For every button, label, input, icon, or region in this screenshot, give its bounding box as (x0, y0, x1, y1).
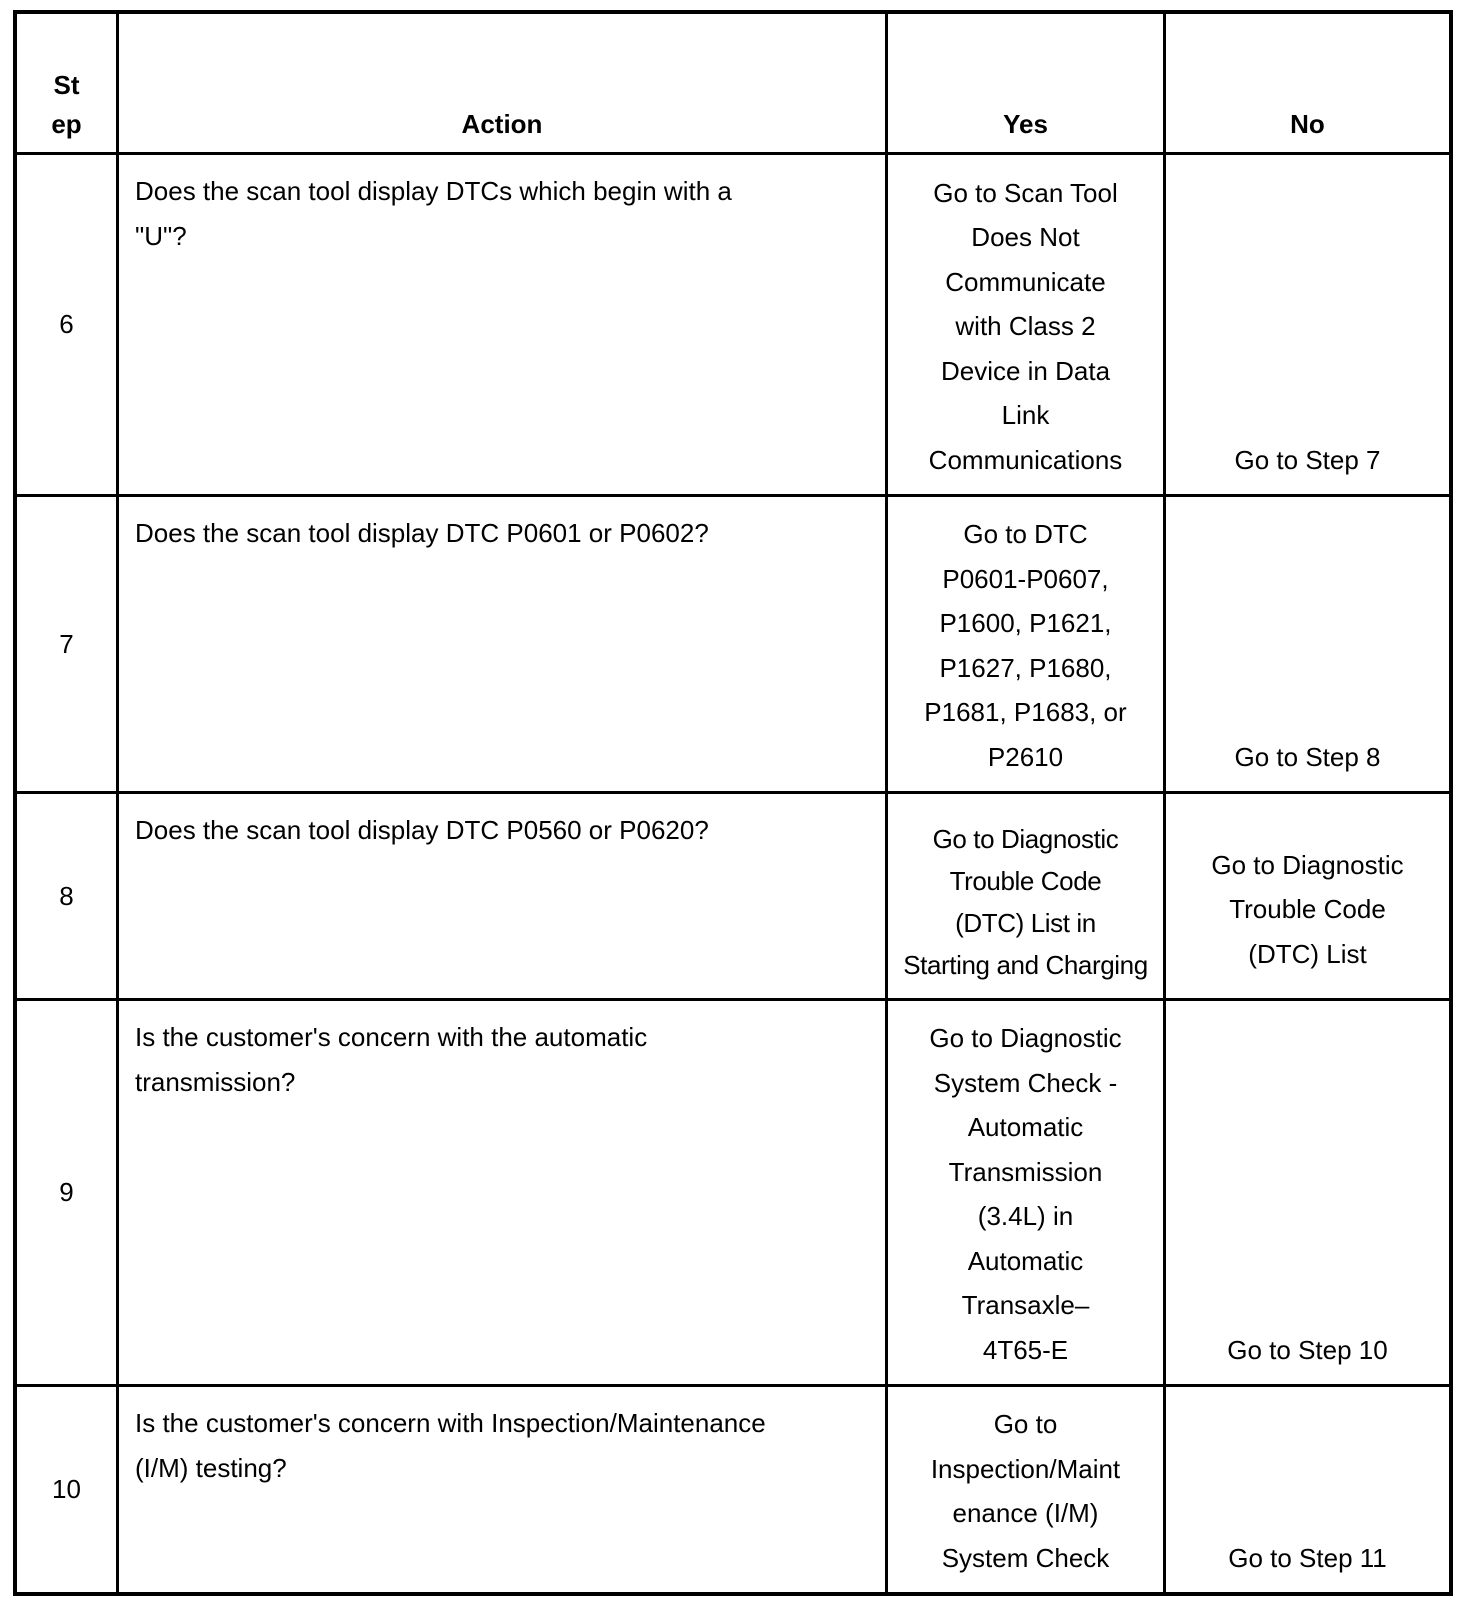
yes-result: Go to Diagnostic Trouble Code (DTC) List in Starting and Charging (888, 794, 1166, 1001)
no-result: Go to Diagnostic Trouble Code (DTC) List (1166, 794, 1449, 1001)
step-number: 8 (17, 794, 119, 1001)
header-step: St ep (17, 14, 119, 155)
yes-result: Go to Scan Tool Does Not Communicate with Class 2 Device in Data Link Communications (888, 155, 1166, 497)
action-text: Is the customer's concern with the automatic transmission? (119, 1001, 888, 1387)
no-result: Go to Step 8 (1166, 497, 1449, 794)
diagnostic-table (13, 10, 1453, 1596)
action-text: Is the customer's concern with Inspection/Maintenance (I/M) testing? (119, 1387, 888, 1592)
no-result: Go to Step 10 (1166, 1001, 1449, 1387)
step-number: 9 (17, 1001, 119, 1387)
header-yes: Yes (888, 14, 1166, 155)
step-number: 6 (17, 155, 119, 497)
no-result: Go to Step 7 (1166, 155, 1449, 497)
step-number: 10 (17, 1387, 119, 1592)
header-action: Action (119, 14, 888, 155)
no-result: Go to Step 11 (1228, 1542, 1387, 1573)
step-number: 7 (17, 497, 119, 794)
header-no: No (1166, 14, 1449, 155)
action-text: Does the scan tool display DTCs which begin with a "U"? (119, 155, 888, 497)
action-text: Does the scan tool display DTC P0560 or P0620? (119, 794, 888, 1001)
yes-result: Go to Diagnostic System Check - Automatic Transmission (3.4L) in Automatic Transaxle– 4T65-E (888, 1001, 1166, 1387)
yes-result: Go to Inspection/Maint enance (I/M) System Check (888, 1387, 1166, 1592)
yes-result: Go to DTC P0601-P0607, P1600, P1621, P1627, P1680, P1681, P1683, or P2610 (888, 497, 1166, 794)
action-text: Does the scan tool display DTC P0601 or P0602? (119, 497, 888, 794)
